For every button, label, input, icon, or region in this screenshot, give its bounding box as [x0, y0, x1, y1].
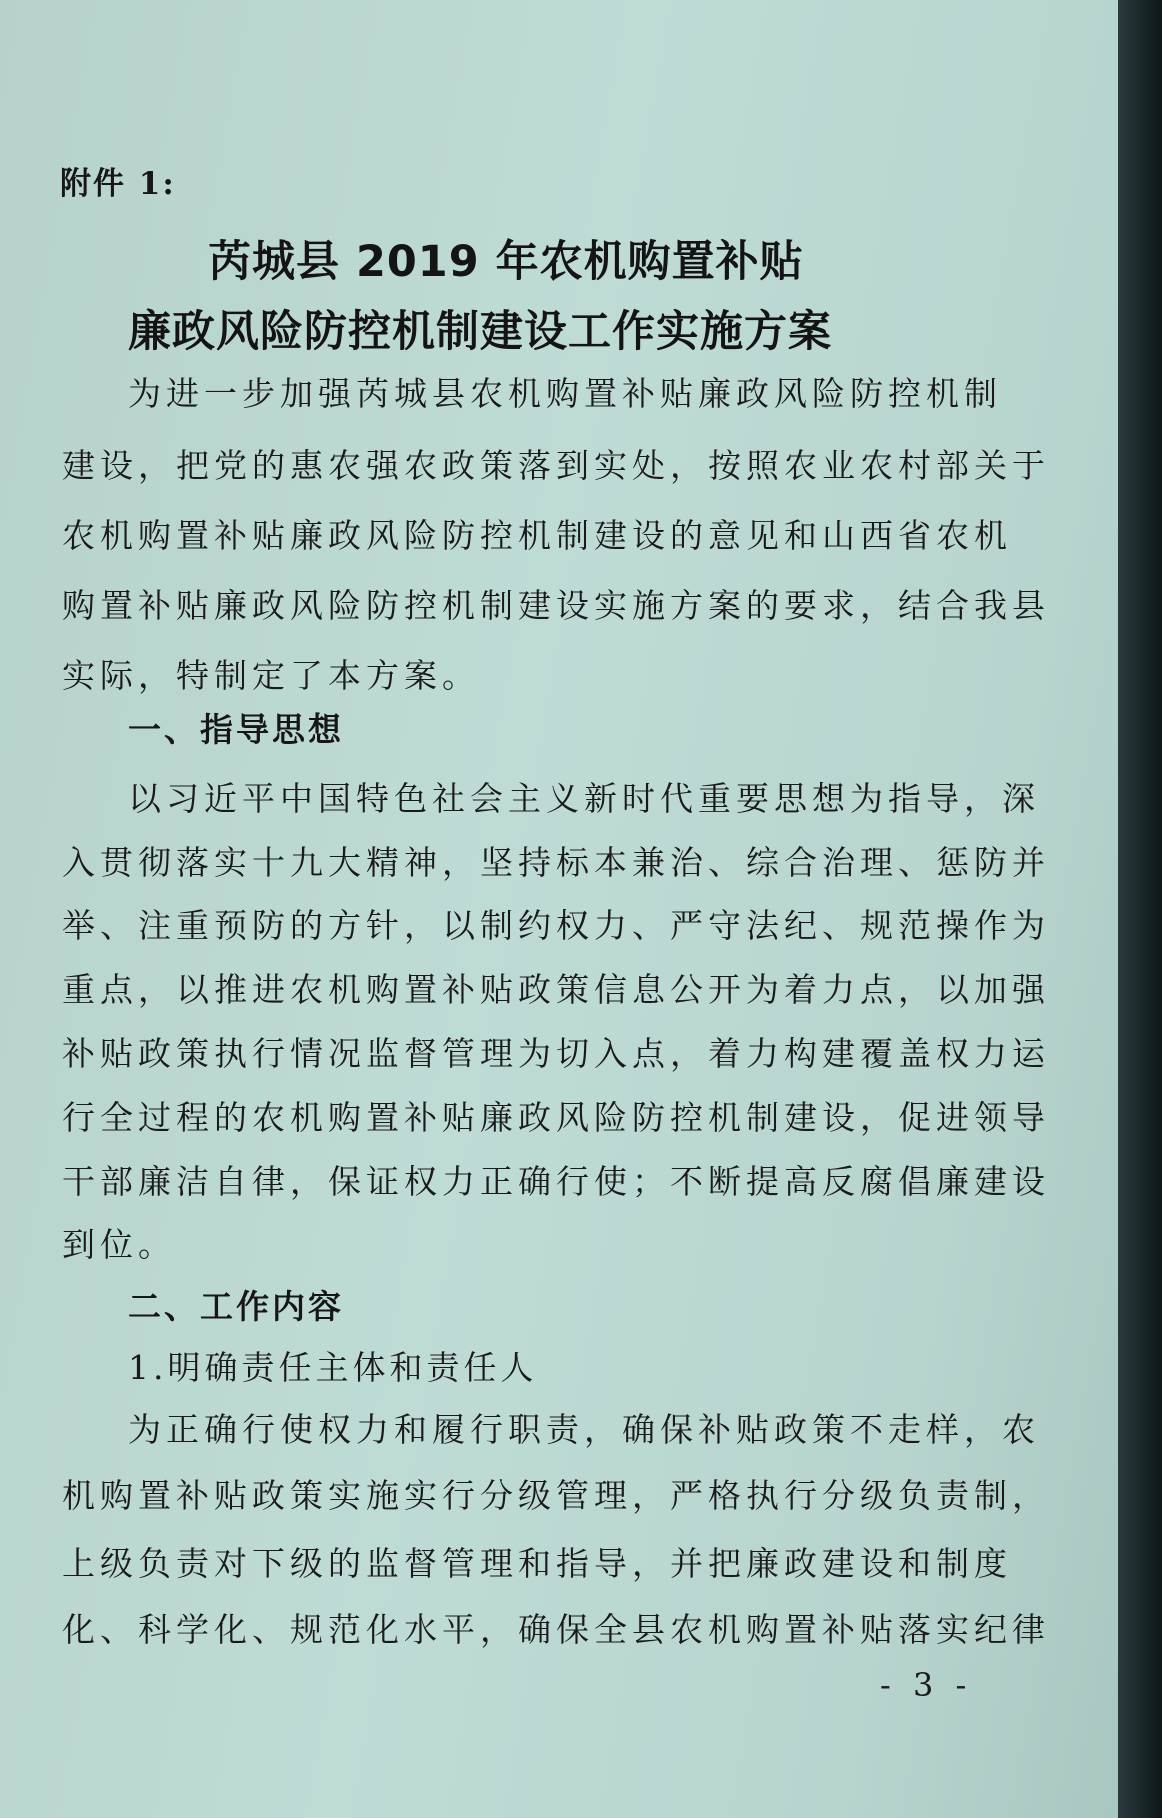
page-number: - 3 -	[880, 1666, 973, 1704]
section-heading-work-content: 二、工作内容	[128, 1287, 344, 1326]
intro-line-2: 建设，把党的惠农强农政策落到实处，按照农业农村部关于	[62, 446, 1050, 485]
section2-line-2: 机购置补贴政策实施实行分级管理，严格执行分级负责制，	[62, 1476, 1050, 1515]
section1-line-3: 举、注重预防的方针，以制约权力、严守法纪、规范操作为	[62, 906, 1050, 945]
intro-line-4: 购置补贴廉政风险防控机制建设实施方案的要求，结合我县	[62, 586, 1050, 625]
section2-line-3: 上级负责对下级的监督管理和指导，并把廉政建设和制度	[62, 1544, 1012, 1583]
intro-line-1: 为进一步加强芮城县农机购置补贴廉政风险防控机制	[128, 374, 1002, 413]
section1-line-1: 以习近平中国特色社会主义新时代重要思想为指导，深	[128, 779, 1040, 818]
section2-line-1: 为正确行使权力和履行职责，确保补贴政策不走样，农	[128, 1410, 1040, 1449]
intro-line-5: 实际，特制定了本方案。	[62, 656, 480, 695]
intro-line-3: 农机购置补贴廉政风险防控机制建设的意见和山西省农机	[62, 516, 1012, 555]
section1-line-5: 补贴政策执行情况监督管理为切入点，着力构建覆盖权力运	[62, 1034, 1050, 1073]
document-title-line-1: 芮城县 2019 年农机购置补贴	[208, 237, 804, 287]
attachment-label: 附件 1:	[60, 166, 176, 202]
section1-line-8: 到位。	[62, 1225, 176, 1264]
section-heading-guiding-thought: 一、指导思想	[128, 710, 344, 749]
page-edge-shadow	[1118, 0, 1162, 1818]
section1-line-6: 行全过程的农机购置补贴廉政风险防控机制建设，促进领导	[62, 1098, 1050, 1137]
document-title-line-2: 廉政风险防控机制建设工作实施方案	[128, 307, 832, 357]
section1-line-4: 重点，以推进农机购置补贴政策信息公开为着力点，以加强	[62, 970, 1050, 1009]
section2-line-4: 化、科学化、规范化水平，确保全县农机购置补贴落实纪律	[62, 1610, 1050, 1649]
section2-subheading-1: 1.明确责任主体和责任人	[128, 1348, 538, 1387]
section1-line-7: 干部廉洁自律，保证权力正确行使；不断提高反腐倡廉建设	[62, 1162, 1050, 1201]
section1-line-2: 入贯彻落实十九大精神，坚持标本兼治、综合治理、惩防并	[62, 843, 1050, 882]
